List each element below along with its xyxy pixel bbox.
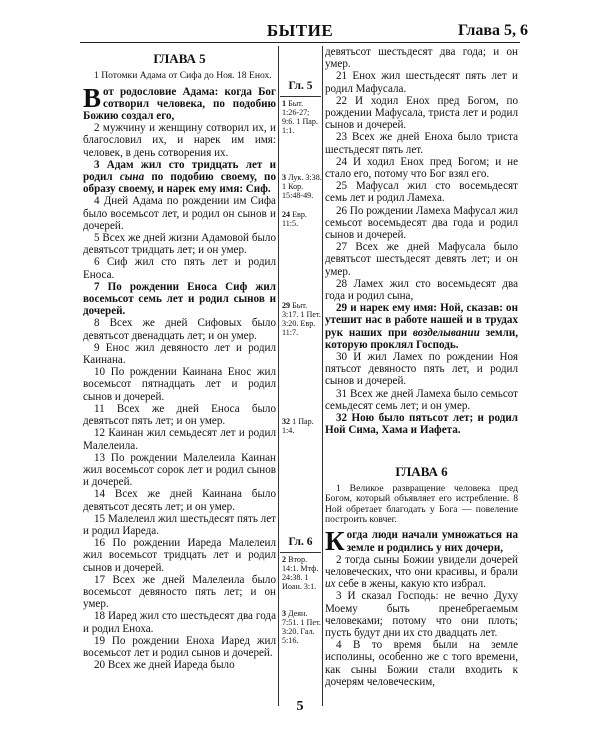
verse-5-20: 20 Всех же дней Иареда было — [94, 659, 235, 672]
verse-6-4: 4 В то время были на земле исполины, особенно же с того времени, как сыны Божии стали входить к дочерям человеческим, — [325, 639, 518, 688]
chapter-6-summary: 1 Великое развращение человека пред Богом, который объявляет его истребление. 8 Ной обретает благодать у Бога — повеление построить ковчег. — [325, 482, 518, 525]
verse-5-32: 32 Ною было пятьсот лет; и родил Ной Сима, Хама и Иафета. — [325, 412, 518, 437]
verse-5-18: 18 Иаред жил сто шестьдесят два года и родил Еноха. — [83, 610, 276, 635]
header-rule — [80, 42, 520, 43]
cross-ref-5-29: 29 Быт. 3:17. 1 Пет. 3:20. Евр. 11:7. — [282, 301, 321, 337]
verse-5-17: 17 Всех же дней Малелеила было восемьсот девяносто пять лет; и он умер. — [83, 573, 276, 611]
verse-6-2: 2 тогда сыны Божии увидели дочерей человеческих, что они красивы, и брали их себе в жены, какую кто избрал. — [325, 553, 518, 591]
verse-5-20-continued: девятьсот шестьдесят два года; и он умер. — [325, 46, 518, 71]
verse-5-31: 31 Всех же дней Ламеха было семьсот семьдесят семь лет; и он умер. — [325, 387, 518, 412]
cross-ref-5-32: 32 1 Пар. 1:4. — [282, 417, 314, 435]
verse-5-12: 12 Каинан жил семьдесят лет и родил Малелеила. — [83, 427, 276, 452]
verse-5-15: 15 Малелеил жил шестьдесят пять лет и родил Иареда. — [83, 512, 276, 537]
verse-5-19: 19 По рождении Еноха Иаред жил восемьсот лет и родил сынов и дочерей. — [83, 634, 276, 659]
chapter-range: Глава 5, 6 — [458, 22, 528, 39]
page-number: 5 — [296, 699, 304, 714]
verse-5-11: 11 Всех же дней Еноса было девятьсот пять лет; и он умер. — [83, 402, 276, 428]
verse-5-6: 6 Сиф жил сто пять лет и родил Еноса. — [83, 256, 276, 281]
verse-5-28: 28 Ламех жил сто восемьдесят два года и родил сына, — [325, 277, 518, 303]
dropcap: К — [325, 526, 345, 557]
cross-reference-margin — [278, 46, 323, 706]
verse-5-10: 10 По рождении Каинана Енос жил восемьсот пятнадцать лет и родил сынов и дочерей. — [83, 366, 276, 403]
book-title: БЫТИЕ — [266, 21, 334, 40]
right-column — [325, 46, 518, 688]
verse-6-3: 3 И сказал Господь: не вечно Духу Моему быть пренебрегаемым человеками; потому что они плоть; пусть будут дни их сто двадцать лет. — [325, 590, 518, 639]
verse-5-24: 24 И ходил Енох пред Богом; и не стало его, потому что Бог взял его. — [325, 155, 518, 181]
verse-5-14: 14 Всех же дней Каинана было девятьсот десять лет; и он умер. — [83, 488, 276, 513]
verse-5-8: 8 Всех же дней Сифовых было девятьсот двенадцать лет; и он умер. — [83, 317, 276, 342]
verse-5-9: 9 Енос жил девяносто лет и родил Каинана. — [83, 341, 276, 367]
verse-5-25: 25 Мафусал жил сто восемьдесят семь лет и родил Ламеха. — [325, 180, 518, 205]
chapter-gap — [325, 437, 518, 459]
margin-rule — [280, 552, 321, 553]
verse-5-5: 5 Всех же дней жизни Адамовой было девятьсот тридцать лет; и он умер. — [83, 232, 276, 257]
verse-5-3: 3 Адам жил сто тридцать лет и родил сына по подобию своему, по образу своему, и нарек ему имя: Сиф. — [83, 158, 276, 196]
chapter-5-heading: ГЛАВА 5 — [153, 51, 206, 66]
chapter-5-summary: 1 Потомки Адама от Сифа до Ноя. 18 Енох. — [94, 70, 272, 82]
verse-5-16: 16 По рождении Иареда Малелеил жил восемьсот тридцать лет и родил сынов и дочерей. — [83, 537, 276, 574]
margin-chapter-5-label: Гл. 5 — [288, 80, 313, 92]
verse-5-27: 27 Всех же дней Мафусала было девятьсот шестьдесят девять лет; и он умер. — [325, 241, 518, 278]
verse-5-30: 30 И жил Ламех по рождении Ноя пятьсот девяносто пять лет, и родил сынов и дочерей. — [325, 351, 518, 388]
margin-rule — [280, 96, 321, 97]
verse-6-1: Когда люди начали умножаться на земле и родились у них дочери, — [325, 526, 518, 557]
verse-5-2: 2 мужчину и женщину сотворил их, и благословил их, и нарек им имя: человек, в день сотворения их. — [83, 122, 276, 159]
verse-5-29: 29 и нарек ему имя: Ной, сказав: он утешит нас в работе нашей и в трудах рук наших при возделывании земли, которую проклял Господь. — [325, 302, 518, 351]
verse-5-13: 13 По рождении Малелеила Каинан жил восемьсот сорок лет и родил сынов и дочерей. — [83, 451, 276, 489]
cross-ref-6-3: 3 Деян. 7:51. 1 Пет. 3:20. Гал. 5:16. — [282, 609, 321, 645]
chapter-6-heading: ГЛАВА 6 — [395, 463, 448, 479]
dropcap: В — [83, 82, 102, 113]
verse-5-22: 22 И ходил Енох пред Богом, по рождении Мафусала, триста лет и родил сынов и дочерей. — [325, 94, 518, 132]
verse-5-21: 21 Енох жил шестьдесят пять лет и родил Мафусала. — [325, 70, 518, 95]
cross-ref-6-2: 2 Втор. 14:1. Мтф. 24:38. 1 Иоан. 3:1. — [282, 555, 319, 591]
verse-5-23: 23 Всех же дней Еноха было триста шестьдесят пять лет. — [325, 131, 518, 156]
verse-5-26: 26 По рождении Ламеха Мафусал жил семьсот восемьдесят два года и родил сынов и дочерей. — [325, 204, 518, 242]
cross-ref-5-24: 24 Евр. 11:5. — [282, 210, 307, 228]
verse-5-1: Вот родословие Адама: когда Бог сотворил человека, по подобию Божию создал его, — [83, 82, 276, 123]
margin-chapter-6-label: Гл. 6 — [288, 536, 313, 548]
verse-5-4: 4 Дней Адама по рождении им Сифа было восемьсот лет, и родил он сынов и дочерей. — [83, 195, 276, 232]
cross-ref-5-3: 3 Лук. 3:38. 1 Кор. 15:48-49. — [282, 173, 322, 200]
cross-ref-5-1: 1 Быт. 1:26-27; 9:6. 1 Пар. 1:1. — [282, 99, 318, 135]
verse-5-7: 7 По рождении Еноса Сиф жил восемьсот семь лет и родил сынов и дочерей. — [83, 280, 276, 318]
left-column — [83, 46, 276, 671]
